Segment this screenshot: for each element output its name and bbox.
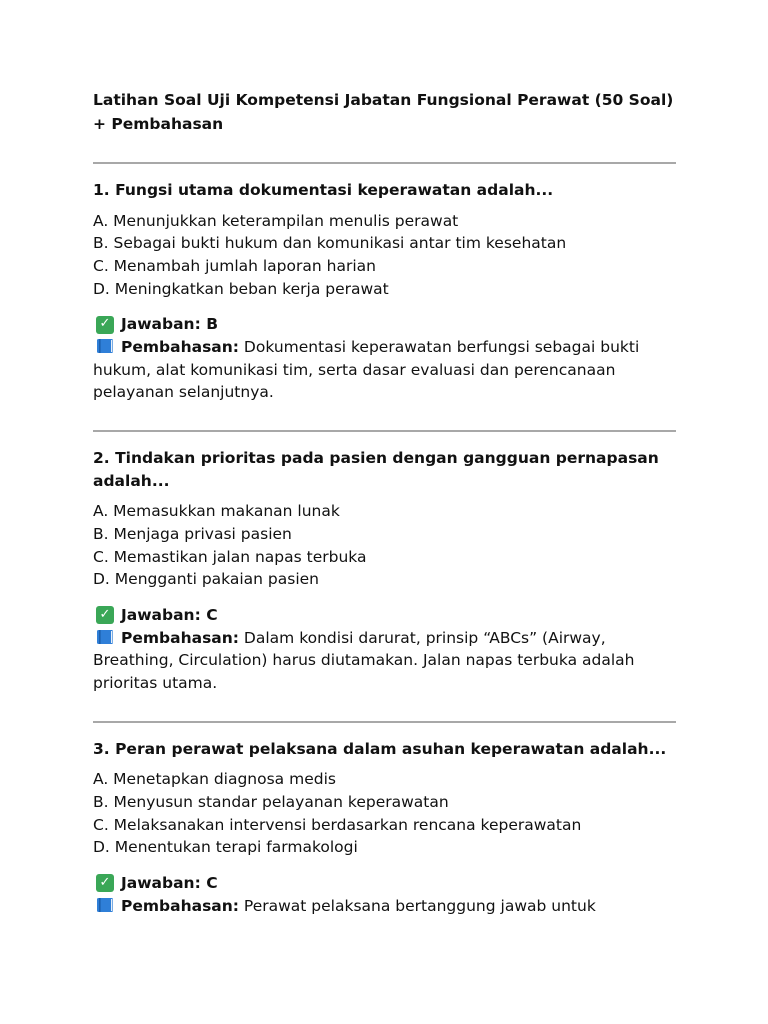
check-mark-button-icon: ✓ [96, 606, 114, 624]
check-mark-button-icon: ✓ [96, 874, 114, 892]
blue-book-icon [96, 338, 114, 354]
answer-text: Jawaban: C [121, 605, 218, 624]
explanation-text: Dokumentasi keperawatan berfungsi sebagai bukti hukum, alat komunikasi tim, serta dasar evaluasi dan perencanaan pelayanan selanjutnya. [93, 338, 640, 402]
option-c: C. Memastikan jalan napas terbuka [93, 547, 367, 566]
option-b: B. Menyusun standar pelayanan keperawatan [93, 792, 449, 811]
option-a: A. Menunjukkan keterampilan menulis perawat [93, 211, 459, 230]
option-a: A. Menetapkan diagnosa medis [93, 770, 336, 789]
question-text: 2. Tindakan prioritas pada pasien dengan gangguan pernapasan adalah... [93, 449, 659, 490]
answer-line [93, 313, 676, 336]
answer-text: Jawaban: C [121, 874, 218, 893]
option-d: D. Meningkatkan beban kerja perawat [93, 279, 389, 298]
option-c: C. Melaksanakan intervensi berdasarkan rencana keperawatan [93, 815, 582, 834]
document-title: Latihan Soal Uji Kompetensi Jabatan Fungsional Perawat (50 Soal) + Pembahasan [93, 91, 674, 133]
explanation-label: Pembahasan: [121, 628, 239, 647]
question-item [93, 164, 676, 430]
option-c: C. Menambah jumlah laporan harian [93, 256, 376, 275]
options-list [93, 500, 676, 591]
answer-block [93, 313, 676, 404]
question-item [93, 723, 676, 944]
answer-block [93, 604, 676, 695]
option-b: B. Sebagai bukti hukum dan komunikasi antar tim kesehatan [93, 234, 567, 253]
options-list [93, 768, 676, 859]
explanation-label: Pembahasan: [121, 338, 239, 357]
option-a: A. Memasukkan makanan lunak [93, 502, 340, 521]
question-item [93, 432, 676, 721]
answer-line [93, 604, 676, 627]
question-text: 3. Peran perawat pelaksana dalam asuhan keperawatan adalah... [93, 739, 667, 758]
blue-book-icon [96, 629, 114, 645]
options-list [93, 210, 676, 301]
check-mark-button-icon: ✓ [96, 316, 114, 334]
explanation-line [93, 336, 676, 404]
blue-book-icon [96, 897, 114, 913]
answer-block [93, 872, 676, 917]
explanation-text: Perawat pelaksana bertanggung jawab untuk [239, 896, 596, 915]
answer-text: Jawaban: B [121, 315, 219, 334]
option-b: B. Menjaga privasi pasien [93, 524, 292, 543]
explanation-line [93, 895, 676, 918]
explanation-label: Pembahasan: [121, 896, 239, 915]
option-d: D. Menentukan terapi farmakologi [93, 838, 358, 857]
document-page [93, 86, 676, 943]
answer-line [93, 872, 676, 895]
explanation-line [93, 627, 676, 695]
option-d: D. Mengganti pakaian pasien [93, 570, 320, 589]
explanation-text: Dalam kondisi darurat, prinsip “ABCs” (Airway, Breathing, Circulation) harus diutamakan. Jalan napas terbuka adalah prioritas utama. [93, 628, 635, 693]
question-text: 1. Fungsi utama dokumentasi keperawatan adalah... [93, 181, 554, 199]
